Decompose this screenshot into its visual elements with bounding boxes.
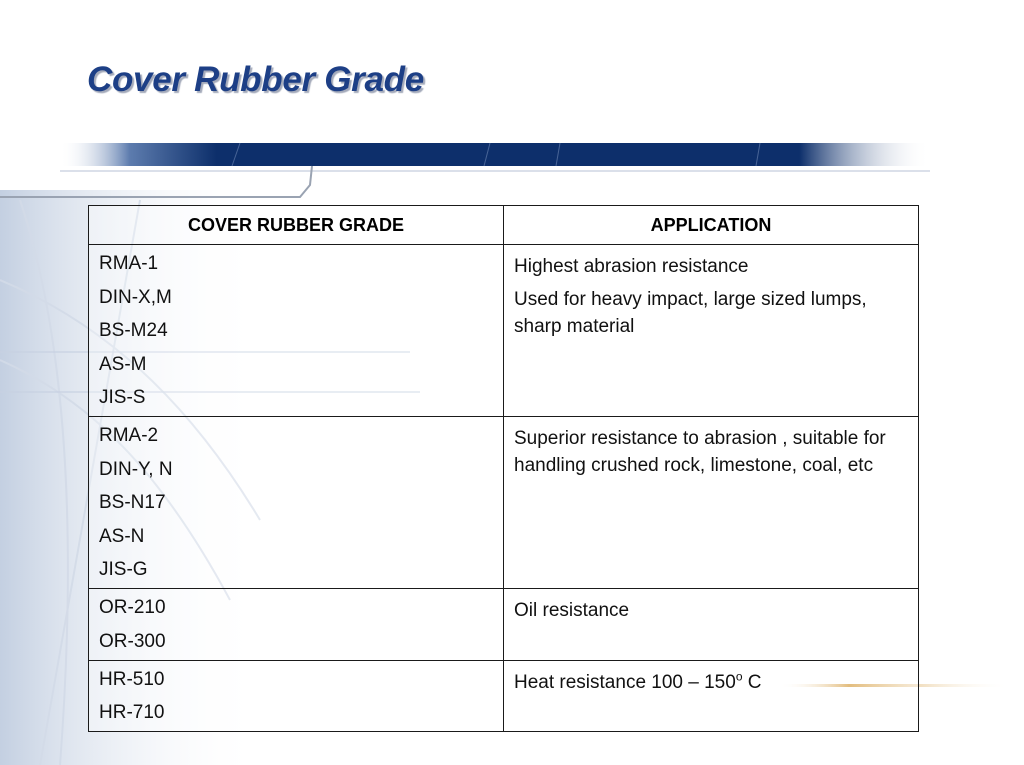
- grade-label: OR-210: [99, 597, 166, 618]
- application-text: Used for heavy impact, large sized lumps, sharp material: [514, 289, 867, 337]
- grade-label: OR-300: [99, 630, 166, 652]
- grade-label: DIN-Y, N: [99, 458, 173, 480]
- application-cell: [504, 660, 919, 732]
- table-row: [89, 660, 919, 732]
- grade-label: AS-N: [99, 525, 145, 547]
- table-header-row: [89, 206, 919, 245]
- table-row: [89, 245, 919, 417]
- grade-label: HR-710: [99, 702, 165, 723]
- grade-label: JIS-S: [99, 387, 146, 408]
- celsius-unit: C: [742, 671, 762, 693]
- grade-label: HR-510: [99, 668, 165, 690]
- grade-label: DIN-X,M: [99, 286, 172, 308]
- grade-table: [88, 205, 919, 732]
- header-cover-rubber-grade: COVER RUBBER GRADE: [89, 206, 504, 245]
- degree-superscript: o: [735, 669, 743, 684]
- application-text: Superior resistance to abrasion , suitable for handling crushed rock, limestone, coal, etc: [514, 428, 886, 476]
- grade-label: AS-M: [99, 353, 147, 375]
- grade-label: RMA-1: [99, 253, 159, 274]
- grade-label: JIS-G: [99, 559, 148, 580]
- application-cell: [504, 245, 919, 417]
- slide-title: Cover Rubber Grade: [87, 60, 424, 99]
- application-cell: [504, 417, 919, 589]
- grade-label: BS-M24: [99, 320, 168, 341]
- grade-label: BS-N17: [99, 492, 166, 513]
- header-application: APPLICATION: [504, 206, 919, 245]
- heat-resistance-text: Heat resistance 100 – 150: [514, 671, 736, 693]
- grade-label: RMA-2: [99, 425, 159, 446]
- table-row: [89, 417, 919, 589]
- application-text: Oil resistance: [514, 600, 630, 621]
- application-text: Highest abrasion resistance: [514, 256, 749, 277]
- application-text: [514, 669, 908, 696]
- grade-cell: [89, 589, 504, 661]
- table-row: [89, 589, 919, 661]
- grade-cell: [89, 660, 504, 732]
- grade-cell: [89, 245, 504, 417]
- application-cell: [504, 589, 919, 661]
- grade-cell: [89, 417, 504, 589]
